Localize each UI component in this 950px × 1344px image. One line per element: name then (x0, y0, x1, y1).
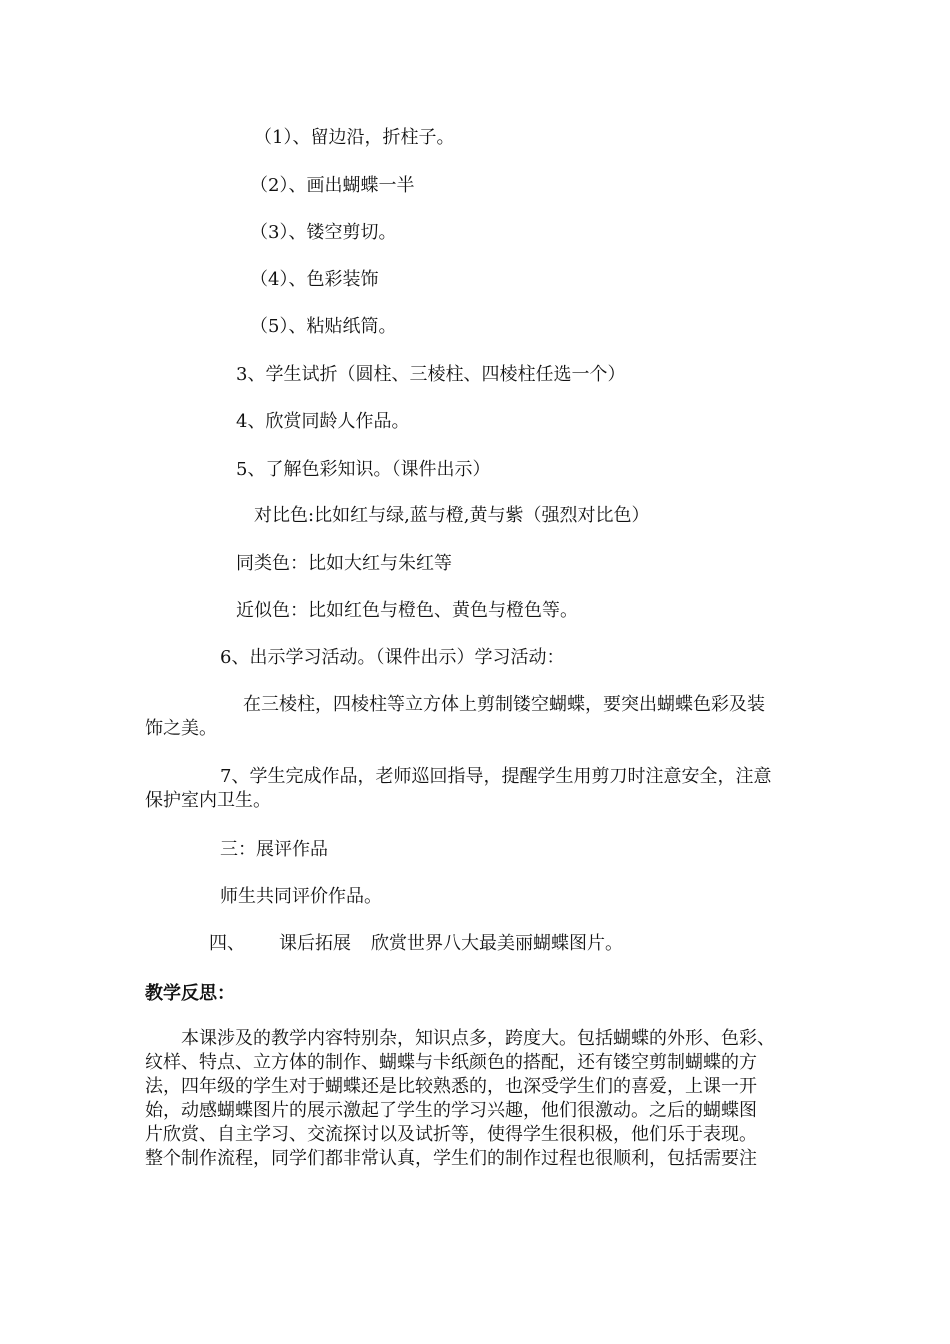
step-3: （3）、镂空剪切。 (250, 222, 397, 243)
reflection-line-4: 始，动感蝴蝶图片的展示激起了学生的学习兴趣，他们很激动。之后的蝴蝶图 (145, 1100, 757, 1121)
step-2: （2）、画出蝴蝶一半 (250, 175, 415, 196)
item-4: 4、欣赏同龄人作品。 (236, 411, 410, 432)
item-5: 5、了解色彩知识。（课件出示） (236, 459, 491, 480)
section-4 (209, 932, 623, 956)
reflection-paragraph (145, 1027, 775, 1171)
reflection-line-2: 纹样、特点、立方体的制作、蝴蝶与卡纸颜色的搭配，还有镂空剪制蝴蝶的方 (145, 1052, 757, 1073)
step-4: （4）、色彩装饰 (250, 269, 379, 290)
section-4-text: 欣赏世界八大最美丽蝴蝶图片。 (371, 933, 623, 954)
item-7-line-2: 保护室内卫生。 (145, 790, 271, 811)
item-3: 3、学生试折（圆柱、三棱柱、四棱柱任选一个） (236, 364, 626, 385)
item-7-paragraph (145, 765, 771, 813)
activity-line-2: 饰之美。 (145, 718, 217, 739)
reflection-line-6: 整个制作流程，同学们都非常认真，学生们的制作过程也很顺利，包括需要注 (145, 1148, 757, 1169)
step-1: （1）、留边沿，折柱子。 (254, 127, 455, 148)
activity-line-1: 在三棱柱，四棱柱等立方体上剪制镂空蝴蝶，要突出蝴蝶色彩及装 (243, 694, 765, 715)
section-4-title: 课后拓展 (279, 933, 351, 954)
reflection-line-5: 片欣赏、自主学习、交流探讨以及试折等，使得学生很积极，他们乐于表现。 (145, 1124, 757, 1145)
section-3-text: 师生共同评价作品。 (220, 886, 382, 907)
item-7-line-1: 7、学生完成作品，老师巡回指导，提醒学生用剪刀时注意安全，注意 (220, 766, 772, 787)
reflection-heading: 教学反思： (145, 983, 235, 1004)
approximate-colors: 近似色：比如红色与橙色、黄色与橙色等。 (236, 600, 578, 621)
activity-paragraph (145, 693, 765, 741)
similar-colors: 同类色：比如大红与朱红等 (236, 553, 452, 574)
item-6: 6、出示学习活动。（课件出示）学习活动： (220, 647, 565, 668)
reflection-line-3: 法，四年级的学生对于蝴蝶还是比较熟悉的，也深受学生们的喜爱，上课一开 (145, 1076, 757, 1097)
contrast-colors: 对比色:比如红与绿,蓝与橙,黄与紫（强烈对比色） (254, 505, 650, 526)
reflection-line-1: 本课涉及的教学内容特别杂，知识点多，跨度大。包括蝴蝶的外形、色彩、 (181, 1028, 775, 1049)
section-4-number: 四、 (209, 933, 245, 954)
section-3-title: 三：展评作品 (220, 839, 328, 860)
step-5: （5）、粘贴纸筒。 (250, 316, 397, 337)
